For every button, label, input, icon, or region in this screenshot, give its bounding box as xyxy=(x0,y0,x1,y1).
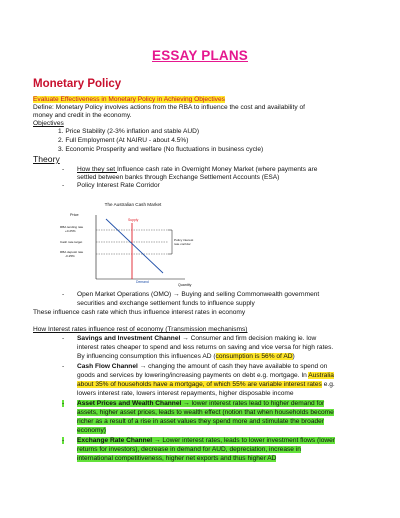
ap-line-4: economy) xyxy=(77,427,106,434)
ap-bullet: - xyxy=(62,400,65,407)
diagram-x-label: Quantity xyxy=(178,283,192,287)
evaluate-text: Evaluate Effectiveness in Monetary Policy in Achieving Objectives xyxy=(33,96,225,103)
cash-market-diagram xyxy=(60,199,212,289)
demand-line xyxy=(106,219,163,273)
define-line-1: Define: Monetary Policy involves actions from the RBA to influence the cost and availability of xyxy=(33,104,305,111)
cf-line-4: lowers interest rate, lowers interest repayments, higher disposable income xyxy=(77,390,294,397)
er-line-1: Exchange Rate Channel → Lower interest rates, leads to lower investment flows (lower xyxy=(77,437,335,444)
define-line-2: money and credit in the economy. xyxy=(33,112,132,119)
label-lending-rate: RBA lending rate xyxy=(60,225,84,229)
sav-line-3: By influencing consumption this influences AD (consumption is 56% of AD) xyxy=(77,353,295,360)
objective-3: 3. Economic Prosperity and welfare (No fluctuations in business cycle) xyxy=(58,146,264,153)
theory-label: Theory xyxy=(33,154,60,164)
sav-line-2: interest rates cheaper to spend and less returns on saving and vice versa for high rates. xyxy=(77,344,334,351)
label-corridor: Policy interest xyxy=(174,238,194,242)
objective-1: 1. Price Stability (2-3% inflation and stable AUD) xyxy=(58,128,200,135)
cf-line-1: Cash Flow Channel → changing the amount of cash they have available to spend on xyxy=(77,363,328,370)
supply-label: Supply xyxy=(128,218,139,222)
label-deposit-rate: RBA deposit rate xyxy=(60,250,84,254)
page-title: ESSAY PLANS xyxy=(152,48,248,63)
label-lending-rate-2: +0.25% xyxy=(65,229,76,233)
sav-line-1: Savings and Investment Channel → Consumer and firm decision making ie. low xyxy=(77,335,317,342)
theory-bullet-2: - xyxy=(62,182,65,189)
omo-bullet: - xyxy=(62,291,65,298)
cf-line-3: about 35% of households have a mortgage, of which 55% are variable interest rates e.g. xyxy=(77,381,335,388)
these-line: These influence cash rate which thus influence interest rates in economy xyxy=(33,309,246,316)
cf-bullet: - xyxy=(62,363,65,370)
diagram-y-label: Price xyxy=(70,213,79,217)
label-deposit-rate-2: -0.25% xyxy=(65,254,75,258)
ap-line-2: assets, higher asset prices, leads to wealth effect (notion that when households become xyxy=(77,409,334,416)
transmission-header: How Interest rates influence rest of economy (Transmission mechanisms) xyxy=(33,326,248,333)
cf-line-2: goods and services by lowering/increasing payments on debt e.g. mortgage. In Australia xyxy=(77,372,334,379)
omo-line-2: securities and exchange settlement funds to influence supply xyxy=(77,300,255,307)
omo-line-1: Open Market Operations (OMO) → Buying and selling Commonwealth government xyxy=(77,291,320,298)
ap-line-1: Asset Prices and Wealth Channel → lower interest rates lead to higher demand for xyxy=(77,400,325,407)
label-cash-rate: Cash rate target xyxy=(60,240,83,244)
sav-bullet: - xyxy=(62,335,65,342)
ap-line-3: richer as a result of a rise in asset values they spend more and stimulate the broader xyxy=(77,418,325,425)
diagram-title: The Australian Cash Market xyxy=(104,202,162,207)
er-line-2: returns for investors), decrease in demand for AUD, depreciation, increase in xyxy=(77,446,301,453)
section-heading: Monetary Policy xyxy=(33,78,122,90)
theory-line-1b: settled between banks through Exchange Settlement Accounts (ESA) xyxy=(77,174,280,181)
demand-label: Demand xyxy=(136,280,149,284)
objective-2: 2. Full Employment (At NAIRU - about 4.5%) xyxy=(58,137,189,144)
label-corridor-2: rate corridor xyxy=(174,242,191,246)
theory-line-2: Policy Interest Rate Corridor xyxy=(77,182,160,189)
theory-line-1: How they set Influence cash rate in Overnight Money Market (where payments are xyxy=(77,166,318,173)
er-line-3: international competitiveness, higher net exports and thus higher AD xyxy=(77,455,277,462)
objectives-label: Objectives xyxy=(33,120,64,127)
theory-bullet-1: - xyxy=(62,166,70,173)
corridor-bracket xyxy=(168,230,172,254)
er-bullet: - xyxy=(62,437,65,444)
